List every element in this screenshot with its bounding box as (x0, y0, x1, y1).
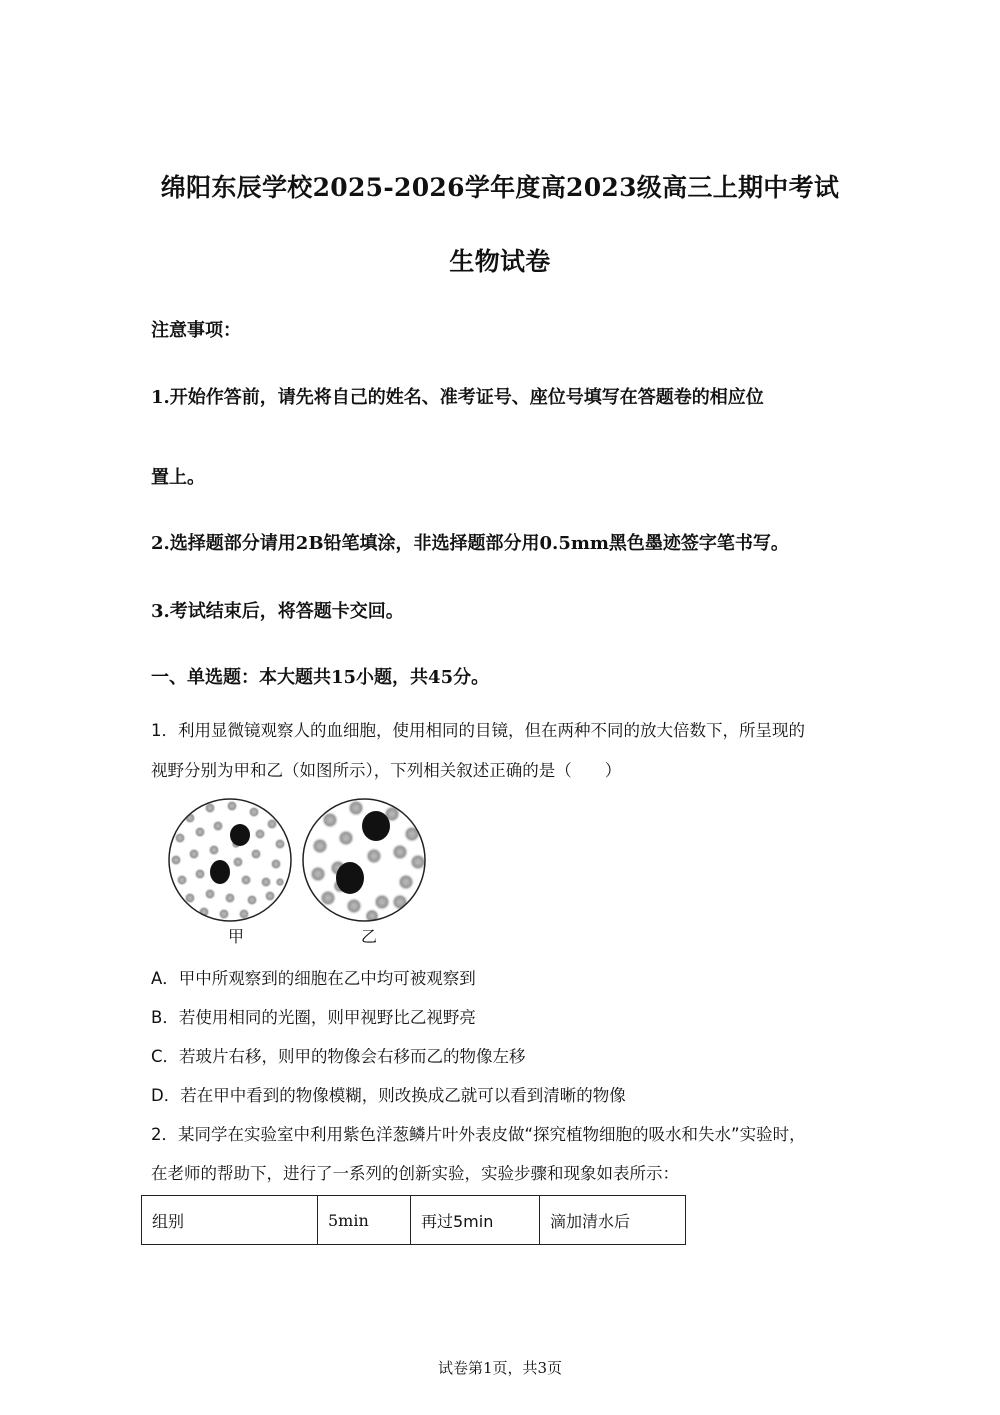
notice-heading: 注意事项： (151, 320, 241, 341)
table-header-5min: 5min (318, 1196, 411, 1245)
table-header-after-water: 滴加清水后 (540, 1196, 686, 1245)
figure-label-jia: 甲 (228, 927, 245, 946)
q1-option-b: B．若使用相同的光圈，则甲视野比乙视野亮 (151, 1008, 476, 1027)
exam-title-line2: 生物试卷 (449, 247, 551, 276)
table-header-another-5min: 再过5min (411, 1196, 540, 1245)
microscope-figure (160, 790, 440, 950)
q1-option-c: C．若玻片右移，则甲的物像会右移而乙的物像左移 (151, 1047, 526, 1066)
section-heading: 一、单选题：本大题共15小题，共45分。 (151, 667, 490, 688)
notice-item-1-line2: 置上。 (151, 467, 205, 488)
q1-option-a: A．甲中所观察到的细胞在乙中均可被观察到 (151, 969, 476, 988)
table-header-row (142, 1196, 686, 1245)
table-header-group: 组别 (142, 1196, 318, 1245)
question-1-line1: 1．利用显微镜观察人的血细胞，使用相同的目镜，但在两种不同的放大倍数下，所呈现的 (151, 721, 805, 740)
experiment-table (141, 1195, 686, 1245)
notice-item-2: 2.选择题部分请用2B铅笔填涂，非选择题部分用0.5mm黑色墨迹签字笔书写。 (151, 533, 789, 554)
question-2-line1: 2．某同学在实验室中利用紫色洋葱鳞片叶外表皮做“探究植物细胞的吸水和失水”实验时， (151, 1125, 806, 1144)
q1-option-d: D．若在甲中看到的物像模糊，则改换成乙就可以看到清晰的物像 (151, 1086, 626, 1105)
figure-label-yi: 乙 (361, 927, 378, 946)
exam-title-line1: 绵阳东辰学校2025-2026学年度高2023级高三上期中考试 (160, 173, 840, 202)
page-footer: 试卷第1页，共3页 (437, 1359, 563, 1377)
question-1-line2: 视野分别为甲和乙（如图所示），下列相关叙述正确的是（ ） (151, 761, 622, 780)
notice-item-1-line1: 1.开始作答前，请先将自己的姓名、准考证号、座位号填写在答题卷的相应位 (151, 387, 764, 408)
notice-item-3: 3.考试结束后，将答题卡交回。 (151, 601, 404, 622)
question-2-line2: 在老师的帮助下，进行了一系列的创新实验，实验步骤和现象如表所示： (151, 1164, 679, 1183)
